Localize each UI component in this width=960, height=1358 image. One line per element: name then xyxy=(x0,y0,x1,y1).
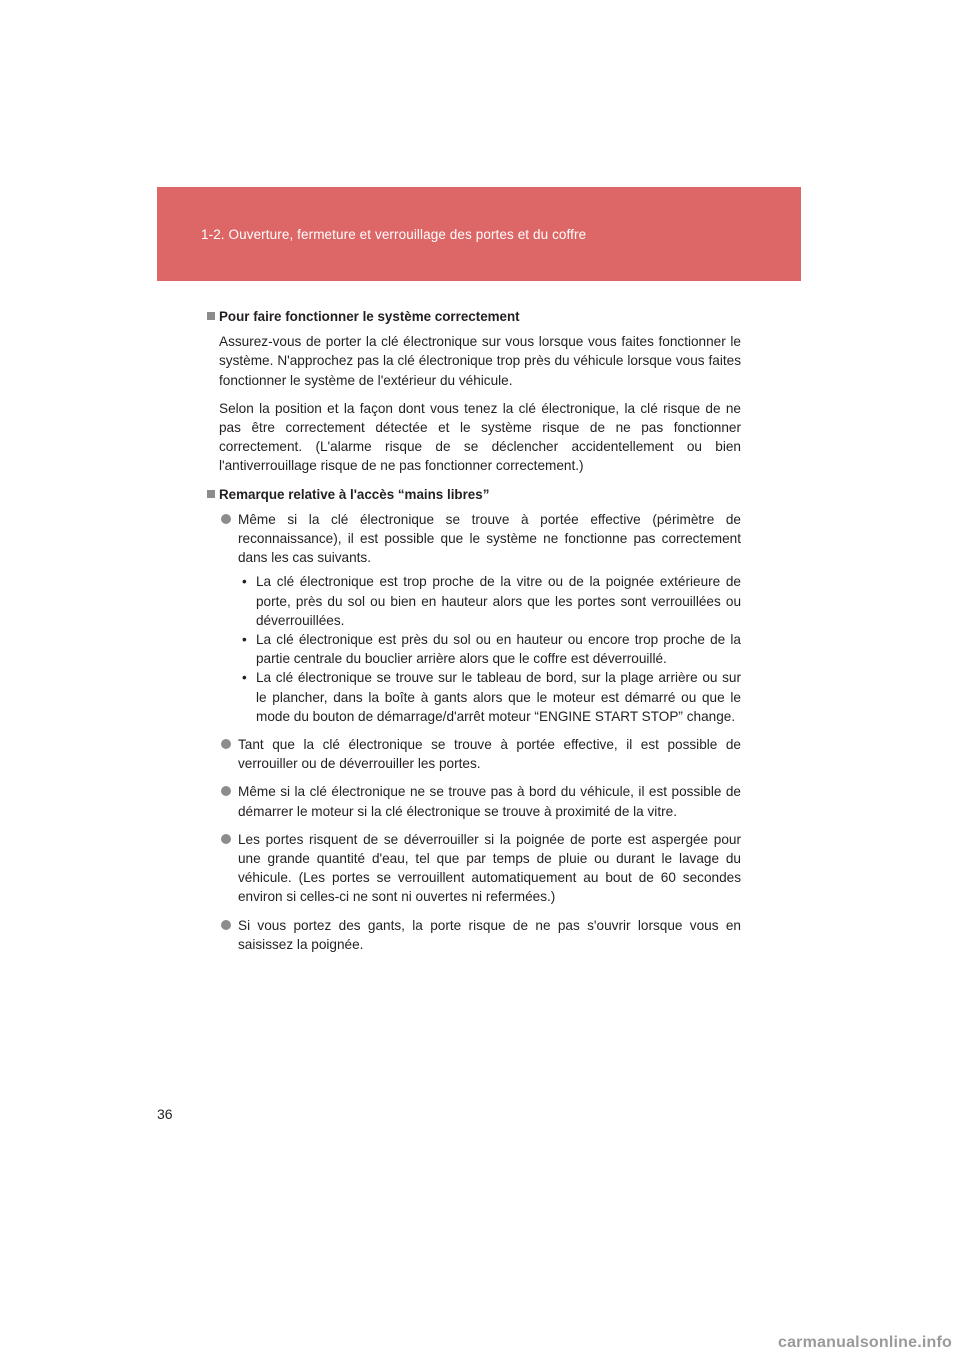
circle-bullet-icon xyxy=(221,834,231,844)
circle-bullet-icon xyxy=(221,514,231,524)
section-title-text: Pour faire fonctionner le système correctement xyxy=(219,309,520,324)
square-bullet-icon xyxy=(207,312,215,320)
sub-bullet-marker: • xyxy=(242,632,247,648)
bullet-text: Les portes risquent de se déverrouiller si la poignée de porte est aspergée pour une grande quantité d'eau, tel que par temps de pluie ou durant le lavage du véhicule. (Les portes se verrouillent automatiquement au bout de 60 secondes environ si celles-ci ne sont ni ouvertes ni refermées.) xyxy=(238,831,741,905)
circle-bullet-icon xyxy=(221,786,231,796)
square-bullet-icon xyxy=(207,490,215,498)
sub-item-text: La clé électronique se trouve sur le tableau de bord, sur la plage arrière ou sur le plancher, dans la boîte à gants alors que le moteur est démarré ou que le mode du bouton de démarrage/d'arrêt moteur “ENGINE START STOP” change. xyxy=(256,670,741,724)
section-title-text: Remarque relative à l'accès “mains libres” xyxy=(219,486,490,502)
sub-list-item xyxy=(238,630,741,668)
page-content xyxy=(207,307,741,963)
chapter-title: 1-2. Ouverture, fermeture et verrouillage des portes et du coffre xyxy=(201,227,587,242)
section-title-operation xyxy=(207,307,741,326)
bullet-text: Tant que la clé électronique se trouve à portée effective, il est possible de verrouiller ou de déverrouiller les portes. xyxy=(238,737,741,772)
bullet-text: Si vous portez des gants, la porte risque de ne pas s'ouvrir lorsque vous en saisissez la poignée. xyxy=(238,917,741,952)
bullet-item xyxy=(207,735,741,773)
sub-item-text: La clé électronique est trop proche de la vitre ou de la poignée extérieure de porte, près du sol ou bien en hauteur alors que les portes sont verrouillées ou déverrouillées. xyxy=(256,574,741,628)
bullet-item xyxy=(207,782,741,820)
section-title-hands-free xyxy=(207,485,741,504)
bullet-item xyxy=(207,916,741,954)
bullet-item xyxy=(207,830,741,907)
sub-list-item xyxy=(238,572,741,630)
sub-item-text: La clé électronique est près du sol ou en hauteur ou encore trop proche de la partie centrale du bouclier arrière alors que le coffre est déverrouillé. xyxy=(256,632,741,667)
sub-list xyxy=(238,572,741,726)
circle-bullet-icon xyxy=(221,920,231,930)
page-number: 36 xyxy=(157,1106,173,1122)
paragraph: Selon la position et la façon dont vous tenez la clé électronique, la clé risque de ne pas être correctement détectée et le système risque de ne pas fonctionner correctement. (L'alarme risque de se déclencher accidentellement ou bien l'antiverrouillage risque de ne pas fonctionner correctement.) xyxy=(219,400,741,474)
bullet-text: Même si la clé électronique ne se trouve pas à bord du véhicule, il est possible de démarrer le moteur si la clé électronique se trouve à proximité de la vitre. xyxy=(238,784,741,819)
watermark-link[interactable]: carmanualsonline.info xyxy=(777,1334,952,1351)
sub-bullet-marker: • xyxy=(242,574,247,590)
bullet-text: Même si la clé électronique se trouve à portée effective (périmètre de reconnaissance), il est possible que le système ne fonctionne pas correctement dans les cas suivants. xyxy=(238,511,741,566)
sub-list-item xyxy=(238,668,741,726)
circle-bullet-icon xyxy=(221,739,231,749)
paragraph: Assurez-vous de porter la clé électronique sur vous lorsque vous faites fonctionner le système. N'approchez pas la clé électronique trop près du véhicule lorsque vous faites fonctionner le système de l'extérieur du véhicule. xyxy=(219,334,741,388)
chapter-header-band xyxy=(157,187,801,281)
bullet-item xyxy=(207,510,741,726)
sub-bullet-marker: • xyxy=(242,670,247,686)
